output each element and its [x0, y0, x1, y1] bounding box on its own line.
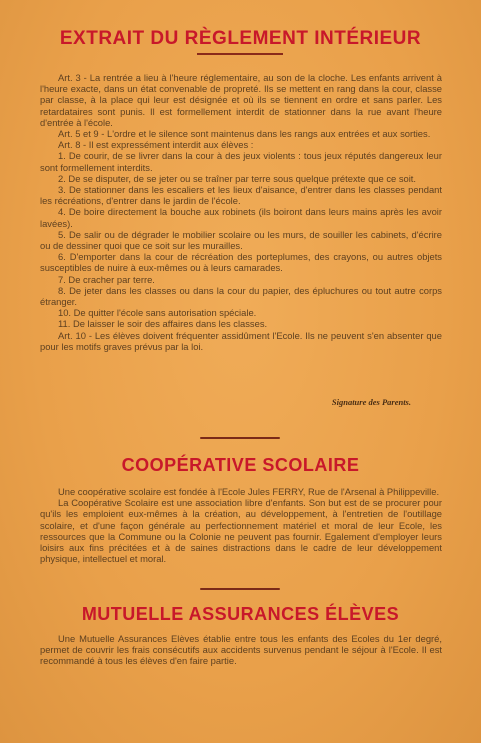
- reglement-paragraph: 5. De salir ou de dégrader le mobilier scolaire ou les murs, de souiller les cabinets, d'écrire ou de dessiner quoi que ce soit sur les murailles.: [40, 228, 442, 252]
- reglement-paragraph: 6. D'emporter dans la cour de récréation des porteplumes, des crayons, ou autres objets susceptibles de nuire à eux-mêmes ou à leurs camarades.: [40, 251, 442, 274]
- reglement-paragraph: Art. 3 - La rentrée a lieu à l'heure réglementaire, au son de la cloche. Les enfants arrivent à l'heure exacte, dans un état convenable de propreté. Ils se mettent en rang dans la cour, classe par classe, à la place qui leur est désignée et où ils se tiennent en ordre et sans parler. Les retardataires sont punis. Il est formellement interdit de stationner dans la rue avant l'heure d'entrée à l'école.: [40, 72, 442, 128]
- section-divider: [200, 588, 280, 590]
- cooperative-paragraph: Une coopérative scolaire est fondée à l'Ecole Jules FERRY, Rue de l'Arsenal à Philippeville.: [58, 486, 440, 497]
- reglement-paragraph: Art. 5 et 9 - L'ordre et le silence sont maintenus dans les rangs aux entrées et aux sorties.: [58, 128, 431, 140]
- cooperative-body: [40, 486, 442, 564]
- reglement-paragraph: 4. De boire directement la bouche aux robinets (ils boiront dans leurs mains après les avoir lavées).: [40, 206, 442, 229]
- reglement-paragraph: 11. De laisser le soir des affaires dans les classes.: [58, 318, 268, 330]
- section-divider: [200, 437, 280, 439]
- reglement-paragraph: 3. De stationner dans les escaliers et les lieux d'aisance, d'entrer dans les classes pendant les récréations, d'entrer dans le jardin de l'école.: [40, 184, 442, 207]
- mutuelle-body: [40, 633, 442, 667]
- reglement-paragraph: 1. De courir, de se livrer dans la cour à des jeux violents : tous jeux réputés dangereux leur sont formellement interdits.: [40, 150, 442, 173]
- reglement-paragraph: 10. De quitter l'école sans autorisation spéciale.: [58, 307, 257, 319]
- reglement-body: [40, 72, 442, 352]
- reglement-title-underline: [197, 53, 283, 55]
- reglement-paragraph: Art. 10 - Les élèves doivent fréquenter assidûment l'Ecole. Ils ne peuvent s'en absenter que pour les motifs graves prévus par la loi.: [40, 329, 442, 352]
- reglement-title: EXTRAIT DU RÈGLEMENT INTÉRIEUR: [59, 28, 422, 49]
- reglement-paragraph: 7. De cracher par terre.: [58, 273, 155, 285]
- reglement-paragraph: 2. De se disputer, de se jeter ou se traîner par terre sous quelque prétexte que ce soit.: [58, 172, 417, 184]
- cooperative-title: COOPÉRATIVE SCOLAIRE: [121, 455, 360, 475]
- mutuelle-title: MUTUELLE ASSURANCES ÉLÈVES: [81, 604, 400, 624]
- reglement-paragraph: 8. De jeter dans les classes ou dans la cour du papier, des épluchures ou tout autre corps étranger.: [40, 284, 442, 308]
- cooperative-paragraph: La Coopérative Scolaire est une association libre d'enfants. Son but est de se procurer pour qu'ils les emploient eux-mêmes à la création, au développement, à l'entretien de l'outillage scolaire, et d'une façon générale au perfectionnement matériel et moral de leur Ecole, les ressources que la Commune ou la Colonie ne peuvent pas fournir. Egalement d'employer leurs loisirs aux fins précitées et à de saines distractions dans le cadre de leur développement physique, intellectuel et moral.: [40, 497, 442, 565]
- parents-signature-label: Signature des Parents.: [331, 397, 411, 407]
- reglement-paragraph: Art. 8 - Il est expressément interdit aux élèves :: [58, 139, 254, 151]
- mutuelle-paragraph: Une Mutuelle Assurances Elèves établie entre tous les enfants des Ecoles du 1er degré, permet de couvrir les frais consécutifs aux accidents survenus pendant le séjour à l'Ecole. Il est recommandé à tous les élèves d'en faire partie.: [40, 633, 442, 667]
